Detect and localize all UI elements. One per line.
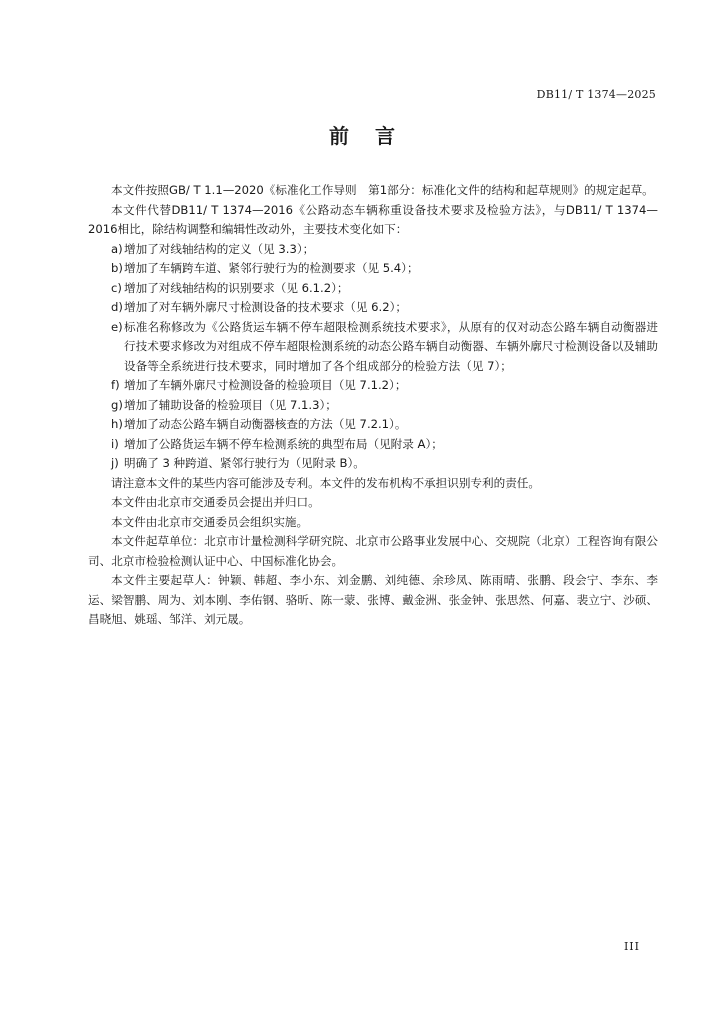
list-item-text: 增加了车辆外廓尺寸检测设备的检验项目（见 7.1.2）； [124,378,407,392]
list-item-text: 增加了辅助设备的检验项目（见 7.1.3）； [124,397,337,412]
list-item-label: g) [111,397,123,412]
changes-list [88,240,658,474]
list-item-text: 增加了动态公路车辆自动衡器核查的方法（见 7.2.1）。 [124,417,407,431]
list-item-label: i) [111,436,119,451]
list-item [88,318,658,377]
list-item-text: 增加了公路货运车辆不停车检测系统的典型布局（见附录 A）； [124,436,443,451]
list-item-label: h) [111,417,123,431]
list-item [88,240,658,260]
organizer-statement: 本文件由北京市交通委员会组织实施。 [111,514,309,529]
intro-paragraph: 本文件按照GB/ T 1.1—2020《标准化工作导则 第1部分：标准化文件的结构和起草规则》的规定起草。 [111,183,654,197]
list-item-label: f) [111,378,120,392]
document-code: DB11/ T 1374—2025 [536,88,656,101]
intro-paragraph: 本文件代替DB11/ T 1374—2016《公路动态车辆称重设备技术要求及检验方法》，与DB11/ T 1374—2016相比，除结构调整和编辑性改动外，主要技术变化如下： [88,202,658,236]
patent-notice: 请注意本文件的某些内容可能涉及专利。本文件的发布机构不承担识别专利的责任。 [111,475,540,490]
list-item [88,415,658,435]
list-item [88,376,658,396]
list-item-text: 增加了对车辆外廓尺寸检测设备的技术要求（见 6.2）； [124,300,407,314]
list-item [88,279,658,299]
list-item [88,435,658,455]
list-item-label: b) [111,261,123,275]
list-item-text: 增加了对线轴结构的识别要求（见 6.1.2）； [124,280,349,295]
proposer-statement: 本文件由北京市交通委员会提出并归口。 [111,495,320,509]
list-item [88,298,658,318]
list-item-text: 标准名称修改为《公路货运车辆不停车超限检测系统技术要求》，从原有的仅对动态公路车辆自动衡器进行技术要求修改为对组成不停车超限检测系统的动态公路车辆自动衡器、车辆外廓尺寸检测设备以及辅助设备等全系统进行技术要求，同时增加了各个组成部分的检验方法（见 7）； [124,319,658,373]
list-item-label: d) [111,300,123,314]
list-item-label: e) [111,319,123,334]
list-item-text: 明确了 3 种跨道、紧邻行驶行为（见附录 B）。 [124,456,365,470]
list-item-label: c) [111,280,122,295]
list-item [88,454,658,474]
drafters: 本文件主要起草人：钟颖、韩超、李小东、刘金鹏、刘纯德、余珍凤、陈雨晴、张鹏、段会宁、李东、李运、梁智鹏、周为、刘本刚、李佑钢、骆昕、陈一蒙、张博、戴金洲、张金钟、张思然、何嘉、裴立宁、沙硕、昌晓旭、姚瑶、邹洋、刘元晟。 [88,573,658,626]
page-number: III [623,940,640,953]
list-item [88,259,658,279]
drafting-organizations: 本文件起草单位：北京市计量检测科学研究院、北京市公路事业发展中心、交规院（北京）工程咨询有限公司、北京市检验检测认证中心、中国标准化协会。 [88,534,658,568]
list-item-text: 增加了车辆跨车道、紧邻行驶行为的检测要求（见 5.4）； [124,261,419,275]
list-item [88,396,658,416]
foreword-body [88,181,658,630]
list-item-text: 增加了对线轴结构的定义（见 3.3）； [124,241,315,256]
list-item-label: j) [111,456,119,470]
page-title: 前言 [329,124,421,148]
list-item-label: a) [111,241,123,256]
